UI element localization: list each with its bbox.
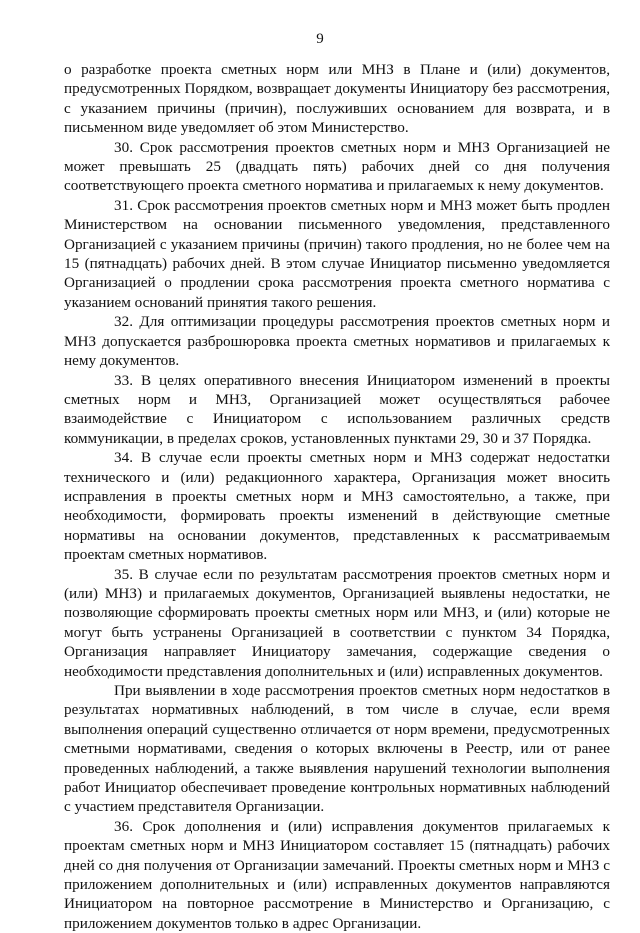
paragraph-35: 35. В случае если по результатам рассмотрения проектов сметных норм и (или) МНЗ) и прилагаемых документов, Организацией выявлены недостатки, не позволяющие сформировать проекты сметных норм или МНЗ, и (или) которые не могут быть устранены Организацией в соответствии с пунктом 34 Порядка, Организация направляет Инициатору замечания, содержащие сведения о необходимости представления дополнительных и (или) исправленных документов. [64, 565, 610, 680]
paragraph-continuation: о разработке проекта сметных норм или МНЗ в Плане и (или) документов, предусмотренных Порядком, возвращает документы Инициатору без рассмотрения, с указанием причины (причин), послуживших основанием для возврата, и в письменном виде уведомляет об этом Министерство. [64, 61, 610, 137]
paragraph-30: 30. Срок рассмотрения проектов сметных норм и МНЗ Организацией не может превышать 25 (двадцать пять) рабочих дней со дня получения соответствующего проекта сметного норматива и прилагаемых к нему документов. [64, 138, 610, 195]
paragraph-31: 31. Срок рассмотрения проектов сметных норм и МНЗ может быть продлен Министерством на основании письменного уведомления, представленного Организацией с указанием причины (причин) такого продления, но не более чем на 15 (пятнадцать) рабочих дней. В этом случае Инициатор письменно уведомляется Организацией о продлении срока рассмотрения проекта сметного норматива с указанием оснований принятия такого решения. [64, 196, 610, 311]
paragraph-36: 36. Срок дополнения и (или) исправления документов прилагаемых к проектам сметных норм и МНЗ Инициатором составляет 15 (пятнадцать) рабочих дней со дня получения от Организации замечаний. Проекты сметных норм и МНЗ с приложением дополнительных и (или) исправленных документов направляются Инициатором на повторное рассмотрение в Министерство и Организацию, с приложением документов только в адрес Организации. [64, 817, 610, 932]
paragraph-35-detail: При выявлении в ходе рассмотрения проектов сметных норм недостатков в результатах нормативных наблюдений, в том числе в случае, если время выполнения операций существенно отличается от норм времени, предусмотренных сметными нормативами, сведения о которых включены в Реестр, или от ранее проведенных наблюдений, а также выявления нарушений технологии выполнения работ Инициатор обеспечивает проведение контрольных нормативных наблюдений с участием представителя Организации. [64, 682, 610, 816]
paragraph-34: 34. В случае если проекты сметных норм и МНЗ содержат недостатки технического и (или) редакционного характера, Организация может вносить исправления в проекты сметных норм и МНЗ самостоятельно, а также, при необходимости, формировать проекты изменений в действующие сметные нормативы на основании документов, представленных к рассматриваемым проектам сметных нормативов. [64, 449, 610, 564]
paragraph-32: 32. Для оптимизации процедуры рассмотрения проектов сметных норм и МНЗ допускается разброшюровка проекта сметных нормативов и прилагаемых к нему документов. [64, 313, 610, 370]
page-number: 9 [316, 31, 324, 47]
document-body [64, 60, 610, 933]
paragraph-33: 33. В целях оперативного внесения Инициатором изменений в проекты сметных норм и МНЗ, Организацией может осуществляться рабочее взаимодействие с Инициатором с использованием различных средств коммуникации, в пределах сроков, установленных пунктами 29, 30 и 37 Порядка. [64, 371, 610, 447]
